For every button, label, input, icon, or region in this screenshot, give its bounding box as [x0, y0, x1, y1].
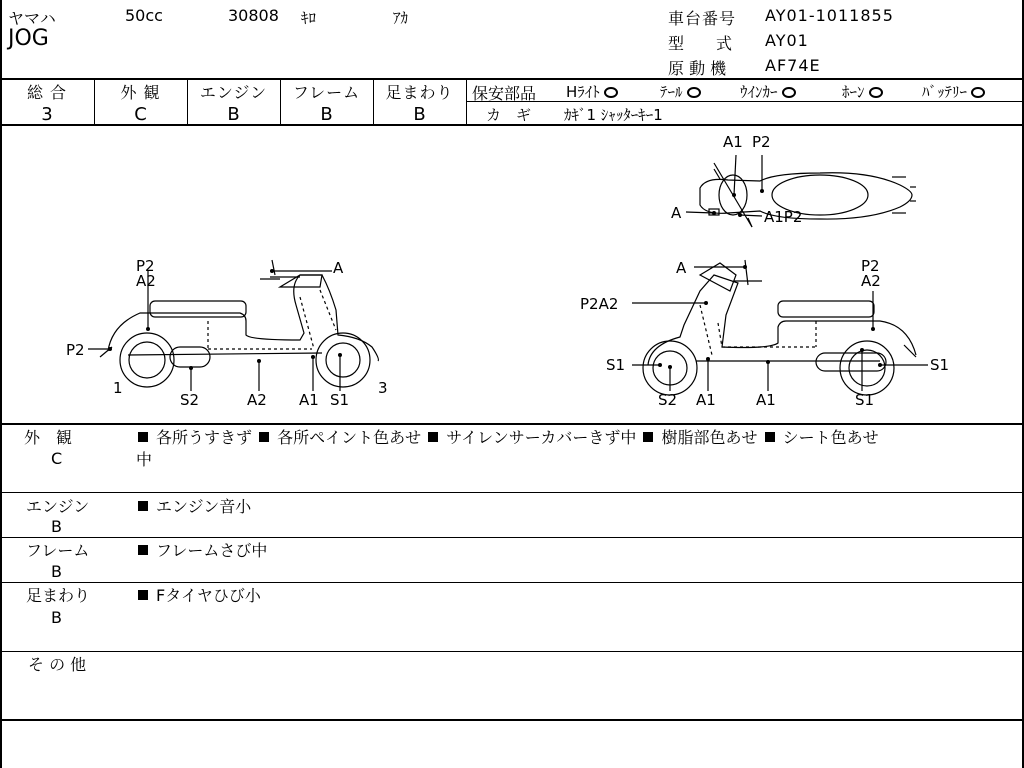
grade-label: 総 合 — [26, 83, 68, 102]
note-item: 樹脂部色あせ — [661, 428, 758, 447]
safety-item-label: Hﾗｲﾄ — [566, 83, 600, 101]
note-item: サイレンサーカバーきず中 — [446, 428, 637, 447]
frame-no-label: 車台番号 — [668, 9, 737, 28]
right-view-scooter — [632, 260, 928, 395]
grade-frame — [280, 80, 373, 125]
diagram-label: S1 — [855, 391, 875, 409]
diagram-label: S1 — [930, 356, 950, 374]
bullet-square-icon — [138, 545, 148, 555]
key-value: ｶｷﾞ1 ｼｬｯﾀｰｷｰ1 — [564, 106, 663, 124]
key-label: カ ギ — [486, 106, 532, 124]
safety-item — [922, 81, 985, 102]
note-category: そ の 他 — [28, 655, 87, 674]
note-grade: C — [51, 449, 63, 468]
note-grade: B — [51, 608, 62, 627]
bullet-square-icon — [138, 432, 148, 442]
type-value: AY01 — [765, 31, 809, 50]
diagram-label: A1 — [756, 391, 776, 409]
note-items — [136, 585, 261, 607]
grade-value: B — [320, 104, 333, 125]
note-category: フレーム — [26, 541, 90, 560]
grade-appearance — [94, 80, 187, 125]
grade-label: エンジン — [199, 83, 268, 102]
safety-item-label: ﾃｰﾙ — [660, 83, 683, 101]
bullet-square-icon — [643, 432, 653, 442]
note-item: フレームさび中 — [156, 541, 268, 560]
note-category: エンジン — [26, 497, 90, 516]
bullet-square-icon — [259, 432, 269, 442]
engine-label: 原 動 機 — [668, 59, 727, 78]
diagram-label: S1 — [330, 391, 350, 409]
bullet-square-icon — [765, 432, 775, 442]
safety-item — [660, 81, 701, 102]
safety-item — [842, 81, 883, 102]
safety-item — [740, 81, 796, 102]
divider — [0, 719, 1024, 721]
note-grade: B — [51, 517, 62, 536]
frame-no-value: AY01-1011855 — [765, 6, 894, 25]
diagram-label: S2 — [658, 391, 678, 409]
divider — [0, 492, 1024, 493]
grade-value: B — [413, 104, 426, 125]
note-item: エンジン音小 — [156, 497, 252, 516]
grade-value: 3 — [41, 104, 53, 125]
divider — [0, 582, 1024, 583]
grade-suspension — [373, 80, 466, 125]
diagram-label: A — [333, 259, 344, 277]
diagram-label: A2 — [247, 391, 267, 409]
ok-circle-icon — [971, 87, 985, 98]
bullet-square-icon — [428, 432, 438, 442]
diagram-label: A1 — [723, 133, 743, 151]
ok-circle-icon — [687, 87, 701, 98]
safety-item-label: ｳｲﾝｶｰ — [740, 83, 778, 101]
displacement: 50cc — [125, 6, 163, 25]
ok-circle-icon — [869, 87, 883, 98]
safety-item — [566, 81, 618, 102]
mileage: 30808 — [228, 6, 279, 25]
grade-label: フレーム — [292, 83, 361, 102]
maker-name: ヤマハ — [8, 9, 56, 28]
note-items — [136, 427, 879, 449]
safety-item-label: ﾊﾞｯﾃﾘｰ — [922, 83, 968, 101]
bullet-square-icon — [138, 501, 148, 511]
diagram-label: A1 — [299, 391, 319, 409]
diagram-label: 1 — [113, 379, 123, 397]
grade-overall — [0, 80, 94, 125]
diagram-label: P2 — [136, 257, 155, 275]
diagram-label: P2A2 — [580, 295, 619, 313]
model-name: JOG — [8, 26, 49, 51]
grade-label: 足まわり — [385, 83, 454, 102]
note-item: 各所うすきず — [156, 428, 253, 447]
left-view-scooter — [88, 260, 378, 391]
diagram-label: 3 — [378, 379, 388, 397]
divider — [466, 79, 467, 125]
diagram-label: S2 — [180, 391, 200, 409]
diagram-label: A1 — [696, 391, 716, 409]
diagram-label: P2 — [861, 257, 880, 275]
diagram-label: A1P2 — [764, 208, 803, 226]
type-label: 型 式 — [668, 34, 733, 53]
diagram-label: A — [671, 204, 682, 222]
grade-value: C — [134, 104, 147, 125]
ok-circle-icon — [604, 87, 618, 98]
note-item: Fタイヤひび小 — [156, 586, 261, 605]
diagram-label: S1 — [606, 356, 626, 374]
note-category: 外 観 — [24, 428, 73, 447]
note-category: 足まわり — [26, 586, 91, 605]
mileage-unit: ｷﾛ — [301, 9, 317, 27]
safety-item-label: ﾎｰﾝ — [842, 83, 865, 101]
divider — [0, 651, 1024, 652]
diagram-label: A — [676, 259, 687, 277]
note-item: 各所ペイント色あせ — [277, 428, 422, 447]
note-items — [136, 540, 267, 562]
grade-label: 外 観 — [120, 83, 161, 102]
note-item: シート色あせ — [782, 428, 879, 447]
divider — [0, 423, 1024, 425]
diagram-label: P2 — [752, 133, 771, 151]
ok-circle-icon — [782, 87, 796, 98]
bullet-square-icon — [138, 590, 148, 600]
grade-value: B — [227, 104, 240, 125]
grade-engine — [187, 80, 280, 125]
engine-value: AF74E — [765, 56, 821, 75]
note-items — [136, 496, 251, 518]
diagram-label: A2 — [136, 272, 156, 290]
divider — [0, 537, 1024, 538]
diagram-label: A2 — [861, 272, 881, 290]
diagram-label: P2 — [66, 341, 85, 359]
note-item: 中 — [136, 450, 153, 469]
damage-diagram — [0, 125, 1024, 425]
safety-label: 保安部品 — [472, 84, 537, 103]
color: ｱｶ — [393, 9, 409, 27]
note-grade: B — [51, 562, 62, 581]
